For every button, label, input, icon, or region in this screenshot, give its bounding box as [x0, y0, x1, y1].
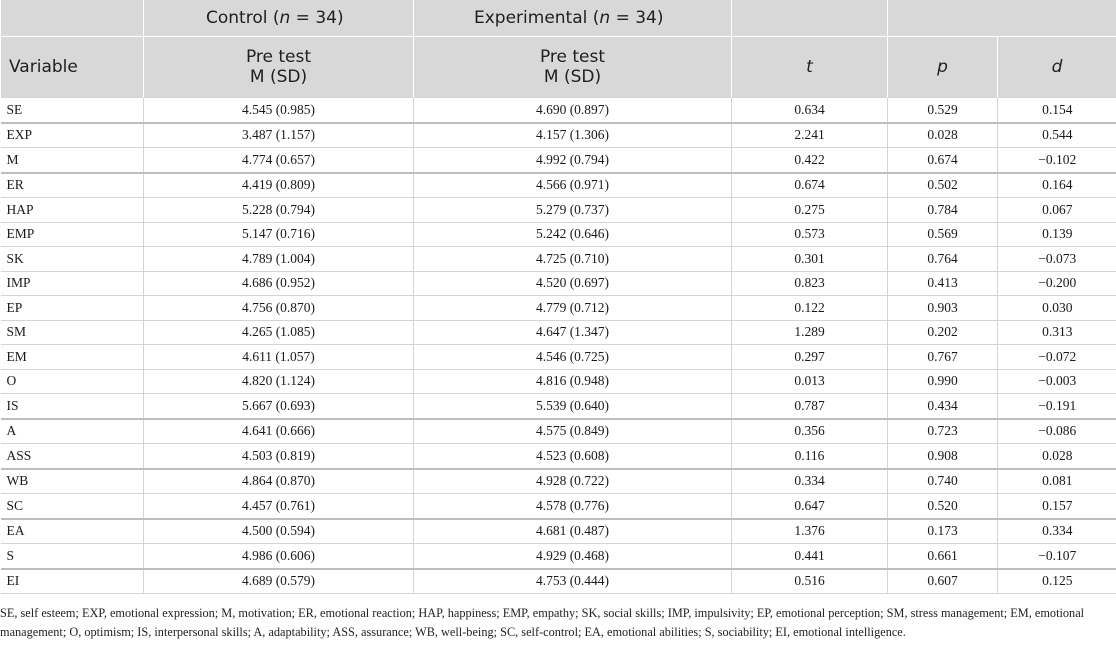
p-cell: 0.990 [888, 369, 998, 394]
variable-cell: IMP [1, 271, 144, 296]
t-cell: 1.376 [732, 519, 888, 544]
column-header-row [1, 37, 1116, 98]
t-cell: 0.787 [732, 394, 888, 419]
control-pretest-line2: M (SD) [249, 67, 308, 87]
d-cell: 0.544 [998, 123, 1116, 148]
control-cell: 4.789 (1.004) [144, 247, 414, 272]
control-cell: 4.774 (0.657) [144, 148, 414, 173]
experimental-cell: 4.725 (0.710) [414, 247, 732, 272]
experimental-cell: 4.578 (0.776) [414, 494, 732, 519]
t-cell: 0.516 [732, 569, 888, 594]
table-row [1, 123, 1116, 148]
p-cell: 0.607 [888, 569, 998, 594]
p-cell: 0.661 [888, 544, 998, 569]
p-cell: 0.434 [888, 394, 998, 419]
table-row [1, 320, 1116, 345]
p-column-header: p [888, 37, 998, 98]
table-row [1, 519, 1116, 544]
t-cell: 2.241 [732, 123, 888, 148]
control-cell: 4.500 (0.594) [144, 519, 414, 544]
t-cell: 0.297 [732, 345, 888, 370]
table-row [1, 444, 1116, 469]
table-row [1, 569, 1116, 594]
table-body [1, 98, 1116, 594]
experimental-cell: 4.647 (1.347) [414, 320, 732, 345]
p-cell: 0.529 [888, 98, 998, 123]
group-header-empty [1, 0, 144, 37]
p-cell: 0.173 [888, 519, 998, 544]
control-cell: 4.986 (0.606) [144, 544, 414, 569]
d-cell: −0.072 [998, 345, 1116, 370]
control-pretest-header [144, 37, 414, 98]
d-cell: −0.102 [998, 148, 1116, 173]
t-cell: 0.674 [732, 173, 888, 198]
experimental-group-header [414, 0, 732, 37]
experimental-cell: 4.779 (0.712) [414, 296, 732, 321]
experimental-cell: 5.279 (0.737) [414, 198, 732, 223]
experimental-cell: 4.690 (0.897) [414, 98, 732, 123]
control-group-header [144, 0, 414, 37]
variable-cell: SM [1, 320, 144, 345]
control-cell: 4.419 (0.809) [144, 173, 414, 198]
variable-cell: A [1, 419, 144, 444]
variable-cell: EM [1, 345, 144, 370]
table-header [1, 0, 1116, 98]
d-cell: 0.139 [998, 222, 1116, 247]
variable-cell: EXP [1, 123, 144, 148]
table-row [1, 173, 1116, 198]
t-cell: 0.647 [732, 494, 888, 519]
table-row [1, 98, 1116, 123]
table-row [1, 247, 1116, 272]
table-row [1, 296, 1116, 321]
experimental-cell: 4.575 (0.849) [414, 419, 732, 444]
control-cell: 4.756 (0.870) [144, 296, 414, 321]
control-cell: 4.265 (1.085) [144, 320, 414, 345]
p-cell: 0.674 [888, 148, 998, 173]
experimental-cell: 4.929 (0.468) [414, 544, 732, 569]
p-cell: 0.202 [888, 320, 998, 345]
table-row [1, 198, 1116, 223]
variable-cell: WB [1, 469, 144, 494]
variable-cell: O [1, 369, 144, 394]
control-cell: 4.611 (1.057) [144, 345, 414, 370]
experimental-cell: 4.753 (0.444) [414, 569, 732, 594]
t-cell: 0.275 [732, 198, 888, 223]
table-row [1, 369, 1116, 394]
t-cell: 0.634 [732, 98, 888, 123]
experimental-cell: 4.928 (0.722) [414, 469, 732, 494]
d-cell: 0.313 [998, 320, 1116, 345]
table-row [1, 469, 1116, 494]
control-cell: 4.503 (0.819) [144, 444, 414, 469]
d-cell: 0.334 [998, 519, 1116, 544]
d-cell: 0.164 [998, 173, 1116, 198]
p-cell: 0.784 [888, 198, 998, 223]
variable-cell: EI [1, 569, 144, 594]
t-cell: 1.289 [732, 320, 888, 345]
d-cell: 0.081 [998, 469, 1116, 494]
experimental-n-symbol: n [599, 8, 611, 28]
experimental-pretest-line1: Pre test [539, 47, 606, 67]
experimental-count: = 34) [610, 8, 664, 28]
variable-cell: EA [1, 519, 144, 544]
p-cell: 0.903 [888, 296, 998, 321]
table-row [1, 222, 1116, 247]
d-column-header: d [998, 37, 1116, 98]
experimental-pretest-header [414, 37, 732, 98]
d-cell: 0.030 [998, 296, 1116, 321]
variable-cell: IS [1, 394, 144, 419]
d-cell: −0.086 [998, 419, 1116, 444]
table-row [1, 394, 1116, 419]
t-cell: 0.441 [732, 544, 888, 569]
p-cell: 0.723 [888, 419, 998, 444]
experimental-cell: 4.157 (1.306) [414, 123, 732, 148]
variable-cell: ER [1, 173, 144, 198]
variable-cell: EMP [1, 222, 144, 247]
p-cell: 0.764 [888, 247, 998, 272]
t-cell: 0.116 [732, 444, 888, 469]
p-cell: 0.520 [888, 494, 998, 519]
variable-cell: SE [1, 98, 144, 123]
d-cell: 0.028 [998, 444, 1116, 469]
experimental-label: Experimental ( [474, 8, 600, 28]
control-cell: 4.689 (0.579) [144, 569, 414, 594]
p-cell: 0.740 [888, 469, 998, 494]
variable-cell: SC [1, 494, 144, 519]
table-row [1, 271, 1116, 296]
d-cell: 0.154 [998, 98, 1116, 123]
variable-cell: S [1, 544, 144, 569]
variable-cell: M [1, 148, 144, 173]
control-cell: 4.686 (0.952) [144, 271, 414, 296]
t-cell: 0.013 [732, 369, 888, 394]
experimental-cell: 5.242 (0.646) [414, 222, 732, 247]
t-cell: 0.823 [732, 271, 888, 296]
d-cell: −0.200 [998, 271, 1116, 296]
group-header-empty-pd [888, 0, 1116, 37]
control-pretest-line1: Pre test [245, 47, 312, 67]
d-cell: −0.003 [998, 369, 1116, 394]
control-cell: 5.667 (0.693) [144, 394, 414, 419]
experimental-cell: 4.520 (0.697) [414, 271, 732, 296]
experimental-pretest-line2: M (SD) [543, 67, 602, 87]
experimental-cell: 4.546 (0.725) [414, 345, 732, 370]
group-header-row [1, 0, 1116, 37]
t-column-header: t [732, 37, 888, 98]
control-cell: 5.228 (0.794) [144, 198, 414, 223]
variable-cell: EP [1, 296, 144, 321]
p-cell: 0.028 [888, 123, 998, 148]
variable-column-header: Variable [1, 37, 144, 98]
d-cell: 0.067 [998, 198, 1116, 223]
experimental-cell: 4.523 (0.608) [414, 444, 732, 469]
d-cell: 0.125 [998, 569, 1116, 594]
d-cell: −0.107 [998, 544, 1116, 569]
control-label: Control ( [206, 8, 280, 28]
p-cell: 0.502 [888, 173, 998, 198]
table-row [1, 345, 1116, 370]
p-cell: 0.908 [888, 444, 998, 469]
d-cell: −0.191 [998, 394, 1116, 419]
variable-cell: HAP [1, 198, 144, 223]
experimental-cell: 4.566 (0.971) [414, 173, 732, 198]
t-cell: 0.356 [732, 419, 888, 444]
t-cell: 0.122 [732, 296, 888, 321]
t-cell: 0.301 [732, 247, 888, 272]
control-cell: 4.457 (0.761) [144, 494, 414, 519]
control-cell: 4.864 (0.870) [144, 469, 414, 494]
p-cell: 0.767 [888, 345, 998, 370]
control-cell: 3.487 (1.157) [144, 123, 414, 148]
group-header-empty-t [732, 0, 888, 37]
d-cell: 0.157 [998, 494, 1116, 519]
table-footnote: SE, self esteem; EXP, emotional expression; M, motivation; ER, emotional reaction; HAP, happiness; EMP, empathy; SK, social skills; IMP, impulsivity; EP, emotional perception; SM, stress management; EM, emotional management; O, optimism; IS, interpersonal skills; A, adaptability; ASS, assurance; WB, well-being; SC, self-control; EA, emotional abilities; S, sociability; EI, emotional intelligence. [0, 606, 1085, 639]
control-cell: 4.641 (0.666) [144, 419, 414, 444]
table-row [1, 419, 1116, 444]
control-n-symbol: n [279, 8, 291, 28]
t-cell: 0.573 [732, 222, 888, 247]
experimental-cell: 5.539 (0.640) [414, 394, 732, 419]
p-cell: 0.569 [888, 222, 998, 247]
control-count: = 34) [290, 8, 344, 28]
t-cell: 0.334 [732, 469, 888, 494]
experimental-cell: 4.992 (0.794) [414, 148, 732, 173]
variable-cell: ASS [1, 444, 144, 469]
control-cell: 5.147 (0.716) [144, 222, 414, 247]
variable-cell: SK [1, 247, 144, 272]
table-row [1, 148, 1116, 173]
d-cell: −0.073 [998, 247, 1116, 272]
control-cell: 4.820 (1.124) [144, 369, 414, 394]
t-cell: 0.422 [732, 148, 888, 173]
table-row [1, 494, 1116, 519]
experimental-cell: 4.816 (0.948) [414, 369, 732, 394]
p-cell: 0.413 [888, 271, 998, 296]
experimental-cell: 4.681 (0.487) [414, 519, 732, 544]
control-cell: 4.545 (0.985) [144, 98, 414, 123]
table-row [1, 544, 1116, 569]
